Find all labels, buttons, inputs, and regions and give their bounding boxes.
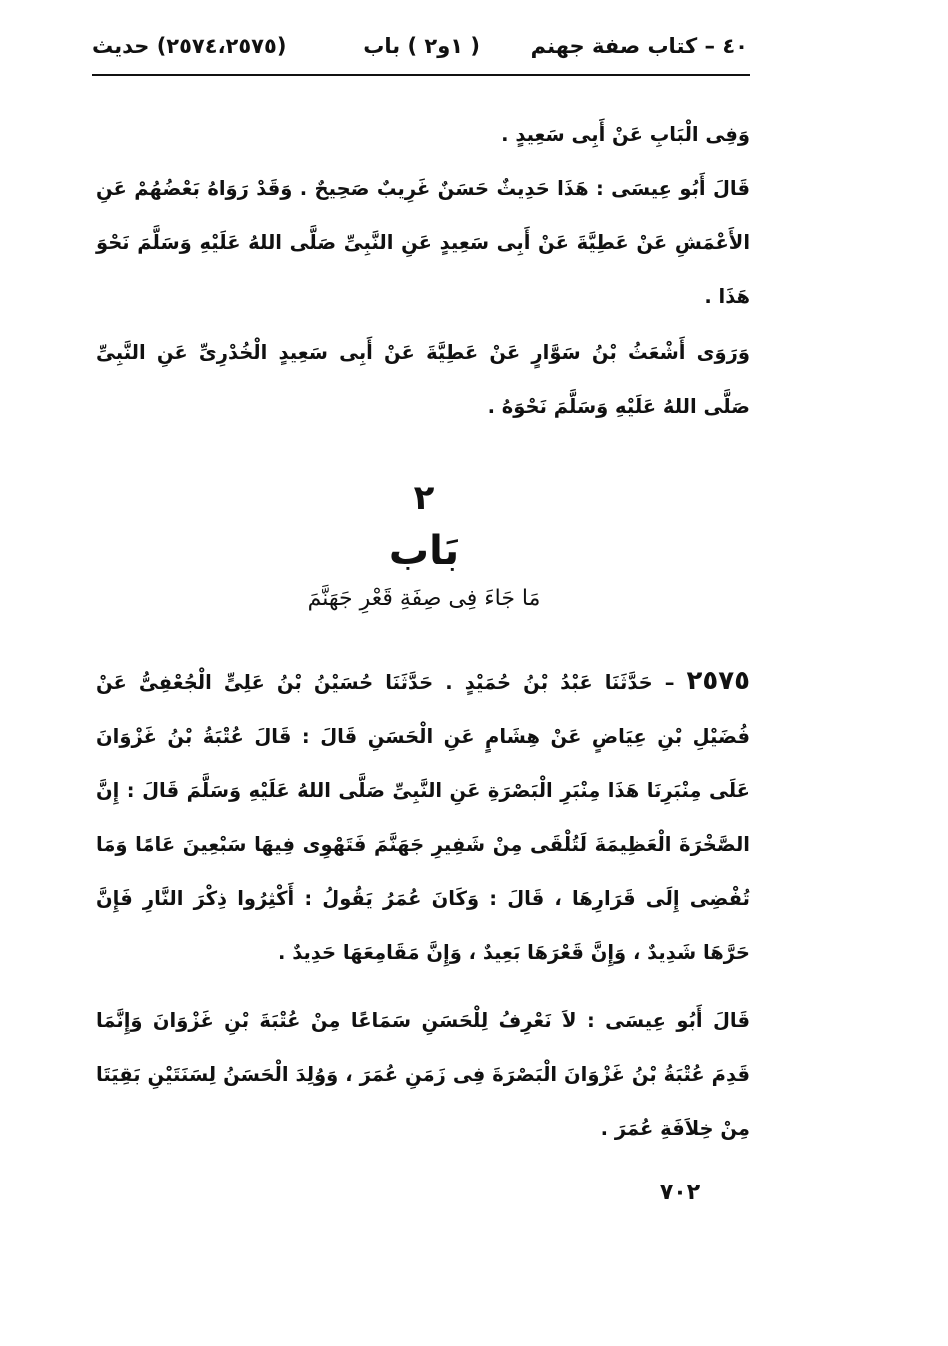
page-number: ٧٠٢ (659, 1180, 701, 1205)
hadith-block (96, 654, 750, 980)
paragraph-abu-isa-note: قَالَ أَبُو عِيسَى : لاَ نَعْرِفُ لِلْحَسَنِ سَمَاعًا مِنْ عُتْبَةَ بْنِ غَزْوَانَ وَإِنَّمَا قَدِمَ عُتْبَةُ بْنُ غَزْوَانَ الْبَصْرَةَ فِى زَمَنِ عُمَرَ ، وَوُلِدَ الْحَسَنُ لِسَنَتَيْنِ بَقِيَتَا مِنْ خِلاَفَةِ عُمَرَ . (96, 1009, 750, 1140)
header-book-title: ٤٠ – كتاب صفة جهنم (530, 34, 748, 58)
paragraph-ashath-narration: وَرَوَى أَشْعَثُ بْنُ سَوَّارٍ عَنْ عَطِيَّةَ عَنْ أَبِى سَعِيدٍ الْخُدْرِىِّ عَنِ النَّبِىِّ صَلَّى اللهُ عَلَيْهِ وَسَلَّمَ نَحْوَهُ . (96, 341, 750, 418)
hadith-text: – حَدَّثَنَا عَبْدُ بْنُ حُمَيْدٍ . حَدَّثَنَا حُسَيْنُ بْنُ عَلِىٍّ الْجُعْفِىُّ عَنْ فُضَيْلِ بْنِ عِيَاضٍ عَنْ هِشَامٍ عَنِ الْحَسَنِ قَالَ : قَالَ عُتْبَةُ بْنُ غَزْوَانَ عَلَى مِنْبَرِنَا هَذَا مِنْبَرِ الْبَصْرَةِ عَنِ النَّبِىِّ صَلَّى اللهُ عَلَيْهِ وَسَلَّمَ قَالَ : إِنَّ الصَّخْرَةَ الْعَظِيمَةَ لَتُلْقَى مِنْ شَفِيرِ جَهَنَّمَ فَتَهْوِى فِيهَا سَبْعِينَ عَامًا وَمَا تُفْضِى إِلَى قَرَارِهَا ، قَالَ : وَكَانَ عُمَرُ يَقُولُ : أَكْثِرُوا ذِكْرَ النَّارِ فَإِنَّ حَرَّهَا شَدِيدٌ ، وَإِنَّ قَعْرَهَا بَعِيدٌ ، وَإِنَّ مَقَامِعَهَا حَدِيدٌ . (96, 671, 750, 964)
paragraph-abu-isa-comment: قَالَ أَبُو عِيسَى : هَذَا حَدِيثٌ حَسَنٌ غَرِيبٌ صَحِيحٌ . وَقَدْ رَوَاهُ بَعْضُهُمْ عَنِ الأَعْمَشِ عَنْ عَطِيَّةَ عَنْ أَبِى سَعِيدٍ عَنِ النَّبِىِّ صَلَّى اللهُ عَلَيْهِ وَسَلَّمَ نَحْوَ هَذَا . (96, 177, 750, 308)
chapter-heading: بَاب (388, 528, 460, 574)
hadith-number: ٢٥٧٥ (686, 666, 750, 696)
paragraph-fil-bab: وَفِى الْبَابِ عَنْ أَبِى سَعِيدٍ . (501, 123, 750, 146)
header-hadith-range: (٢٥٧٤،٢٥٧٥) حديث (92, 34, 287, 58)
header-divider (92, 74, 750, 76)
chapter-title: مَا جَاءَ فِى صِفَةِ قَعْرِ جَهَنَّمَ (307, 586, 541, 611)
header-chapters: ( ١و٢ ) باب (363, 34, 480, 58)
running-header (92, 28, 748, 72)
chapter-number: ٢ (413, 478, 435, 518)
